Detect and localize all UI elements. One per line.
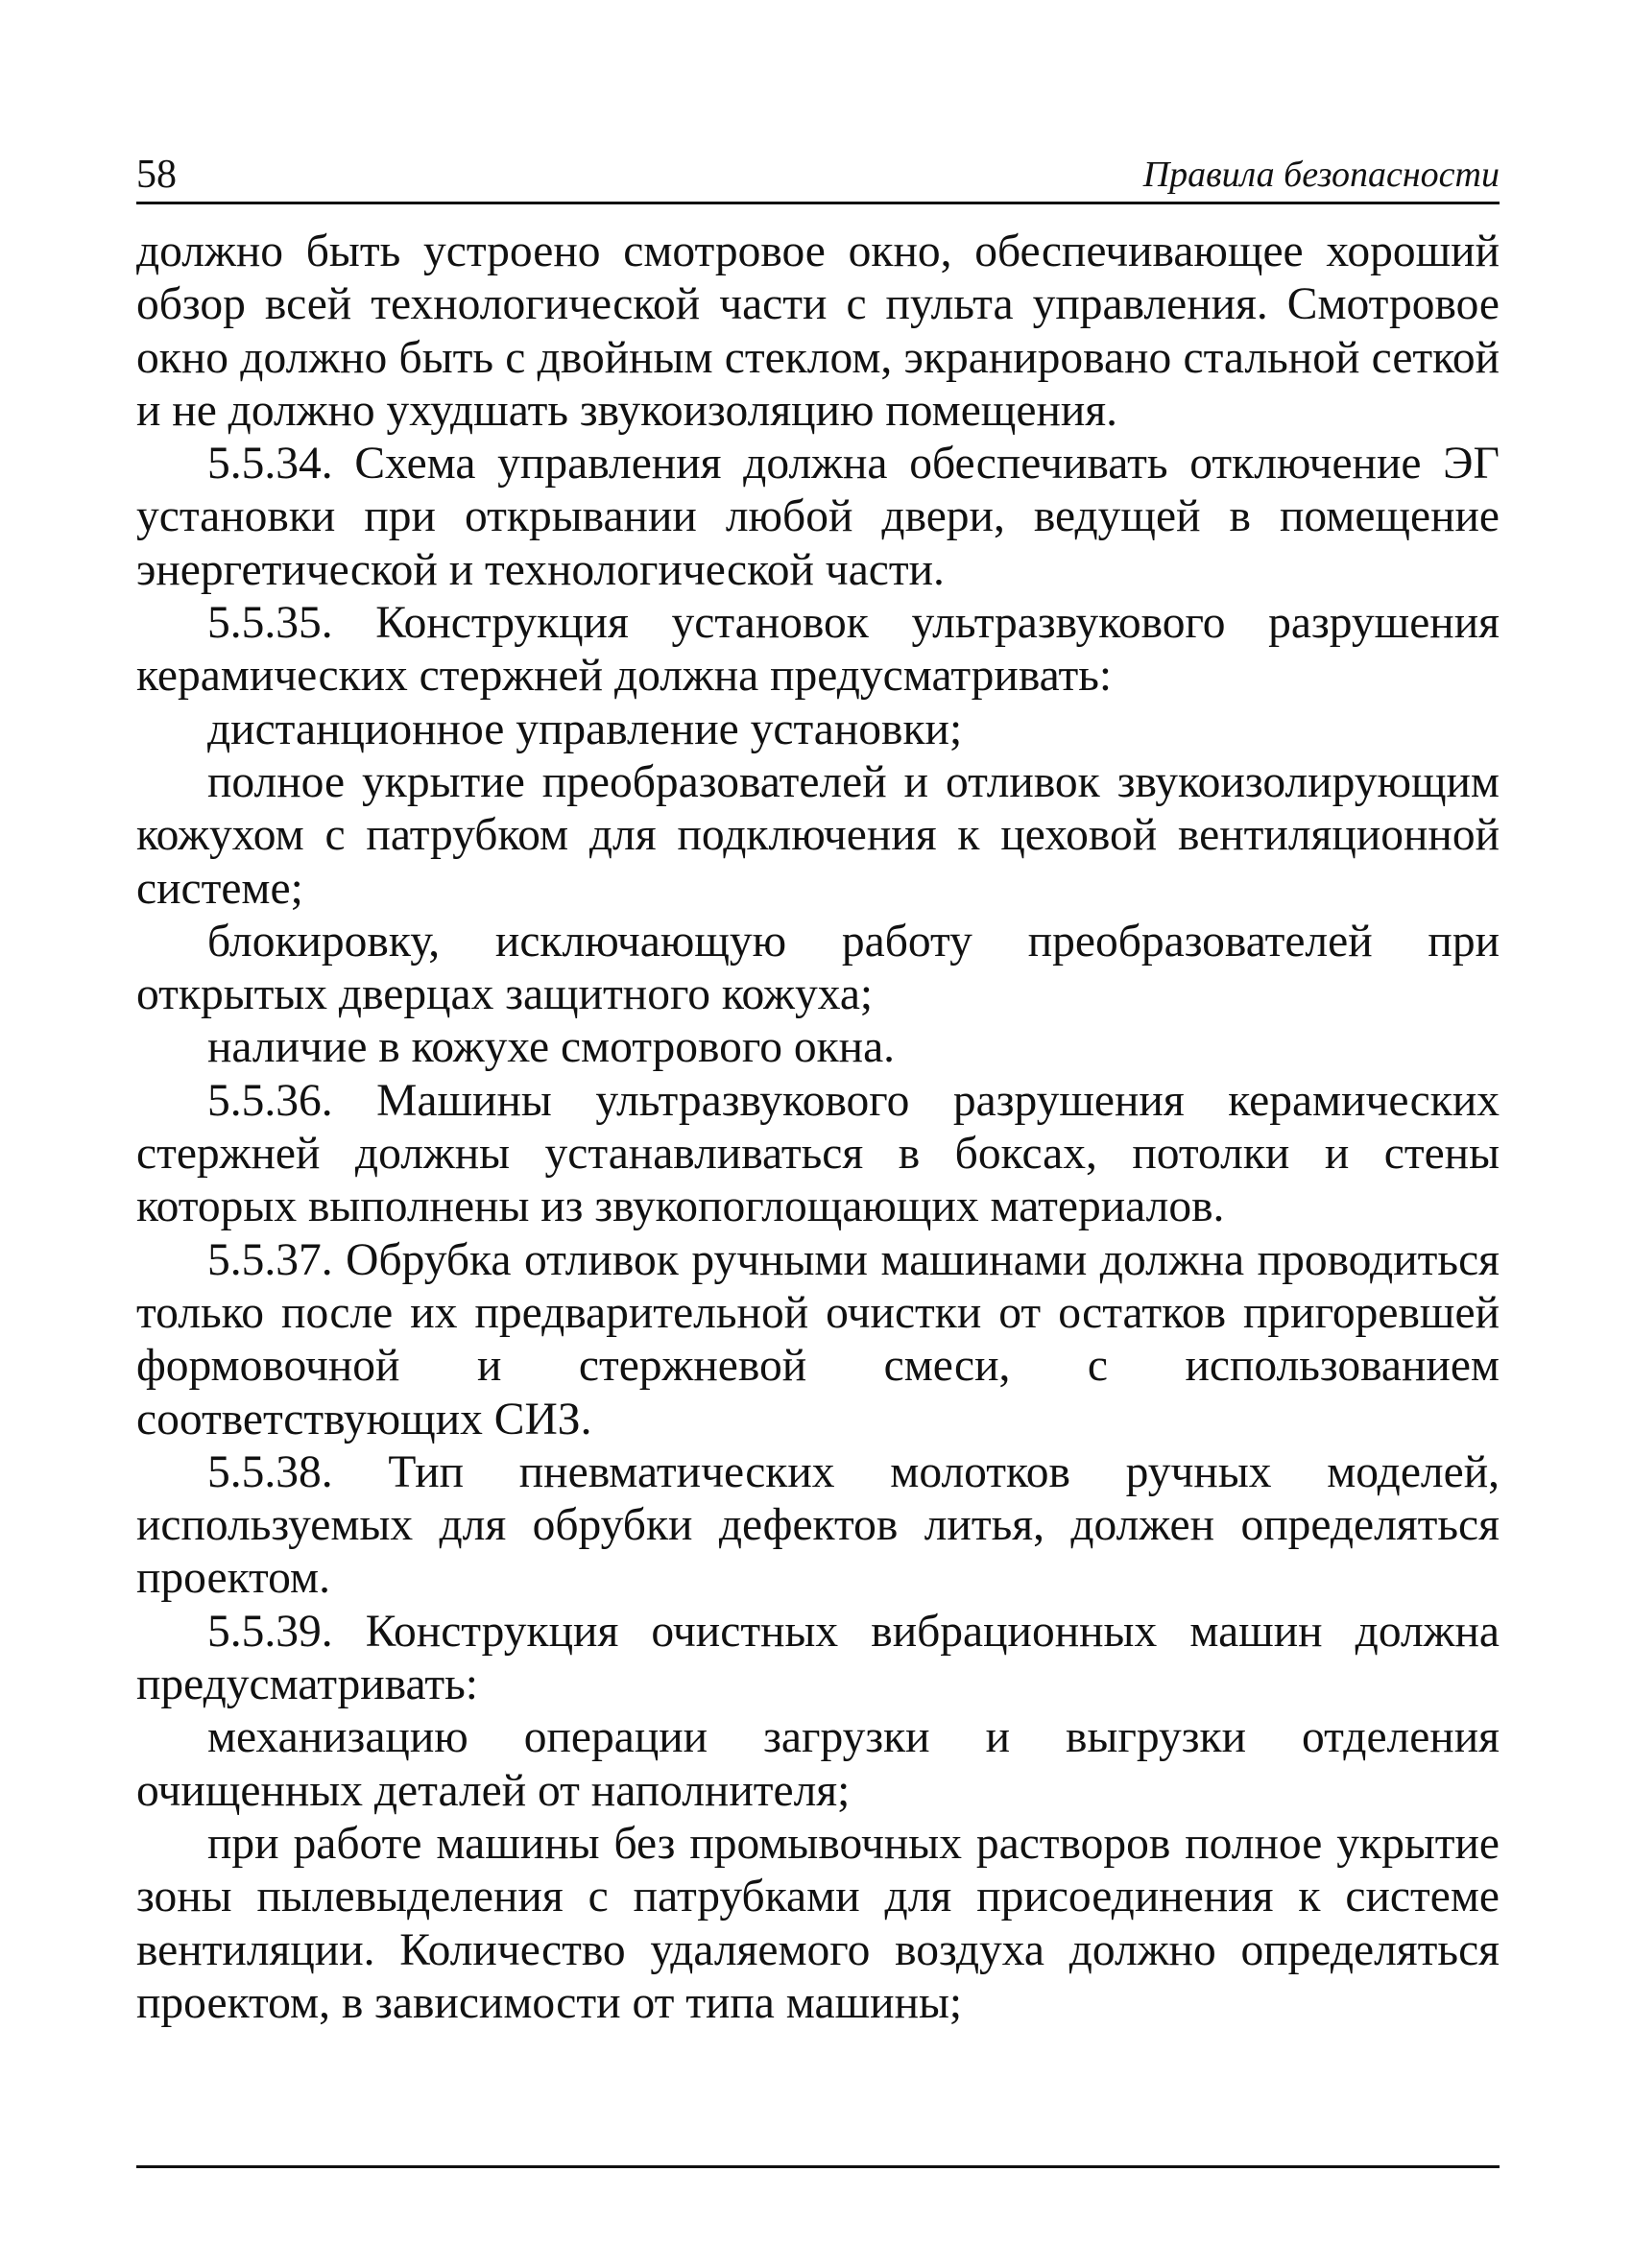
list-item-interlock: блокировку, исключающую работу преобразователей при открытых дверцах защитного кожуха;	[136, 916, 1500, 1020]
body-text	[136, 226, 1500, 2030]
page-header	[136, 144, 1500, 204]
list-item-dust-cover: при работе машины без промывочных растворов полное укрытие зоны пылевыделения с патрубками для присоединения к системе вентиляции. Количество удаляемого воздуха должно определяться проектом, в зависимости от типа машины;	[136, 1818, 1500, 2028]
document-page	[136, 144, 1500, 2030]
list-item-remote-control: дистанционное управление установки;	[207, 704, 963, 754]
paragraph-5-5-37: 5.5.37. Обрубка отливок ручными машинами должна проводиться только после их предварительной очистки от остатков пригоревшей формовочной и стержневой смеси, с использованием соответствующих СИЗ.	[136, 1234, 1500, 1444]
paragraph-5-5-39: 5.5.39. Конструкция очистных вибрационных машин должна предусматривать:	[136, 1606, 1500, 1710]
paragraph-5-5-34: 5.5.34. Схема управления должна обеспечивать отключение ЭГ установки при открывании любой двери, ведущей в помещение энергетической и технологической части.	[136, 439, 1500, 595]
paragraph-continuation: должно быть устроено смотровое окно, обеспечивающее хороший обзор всей технологической части с пульта управления. Смотровое окно должно быть с двойным стеклом, экранировано стальной сеткой и не должно ухудшать звукоизоляцию помещения.	[136, 227, 1500, 436]
paragraph-5-5-36: 5.5.36. Машины ультразвукового разрушения керамических стержней должны устанавливаться в боксах, потолки и стены которых выполнены из звукопоглощающих материалов.	[136, 1075, 1500, 1232]
list-item-mechanization: механизацию операции загрузки и выгрузки отделения очищенных деталей от наполнителя;	[136, 1712, 1500, 1816]
list-item-full-cover: полное укрытие преобразователей и отливок звукоизолирующим кожухом с патрубком для подключения к цеховой вентиляционной системе;	[136, 756, 1500, 914]
running-title: Правила безопасности	[1142, 155, 1500, 195]
footer-rule	[136, 2165, 1500, 2168]
paragraph-5-5-35: 5.5.35. Конструкция установок ультразвукового разрушения керамических стержней должна предусматривать:	[136, 598, 1500, 702]
page-number: 58	[136, 153, 177, 197]
paragraph-5-5-38: 5.5.38. Тип пневматических молотков ручных моделей, используемых для обрубки дефектов литья, должен определяться проектом.	[136, 1446, 1500, 1604]
list-item-inspection-window: наличие в кожухе смотрового окна.	[207, 1022, 896, 1073]
